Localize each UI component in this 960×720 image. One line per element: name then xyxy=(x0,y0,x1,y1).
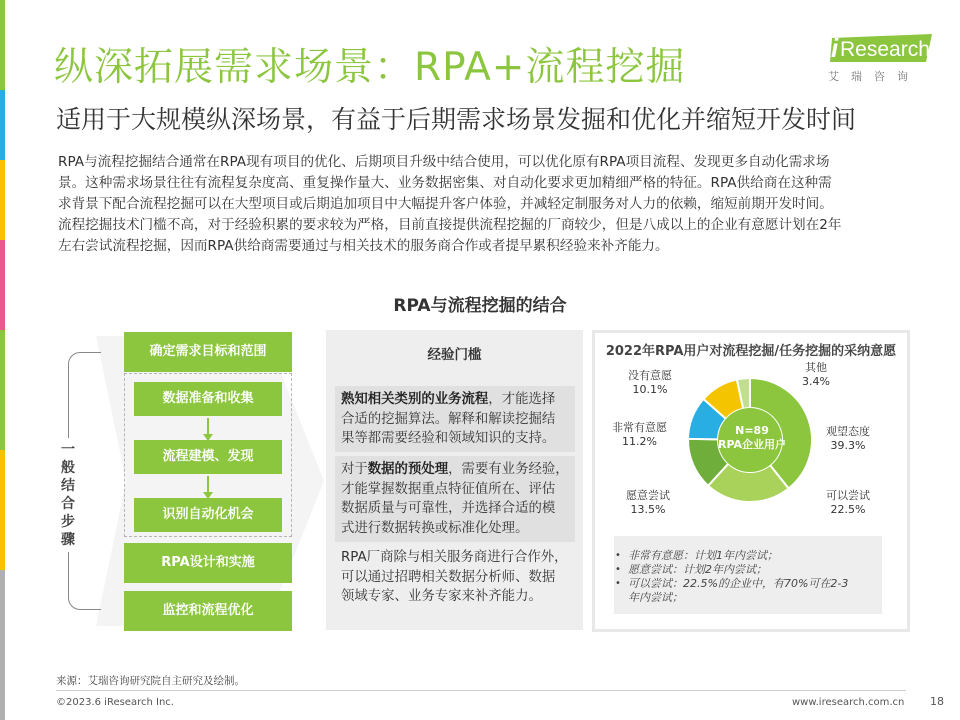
experience-heading: 经验门槛 xyxy=(427,347,482,363)
b2-line3: 数据质量与可靠性，并选择合适的模 xyxy=(341,501,556,516)
step-identify-automation: 识别自动化机会 xyxy=(134,498,282,532)
b1-line3: 果等都需要经验和领域知识的支持。 xyxy=(341,431,556,446)
b2-bold: 数据的预处理 xyxy=(367,462,449,477)
bullet-icon: • xyxy=(615,564,621,575)
diagram-title: RPA与流程挖掘的结合 xyxy=(393,296,567,316)
label-other xyxy=(802,361,830,389)
chart-title: 2022年RPA用户对流程挖掘/任务挖掘的采纳意愿 xyxy=(605,344,897,359)
arrow-down-icon xyxy=(207,476,209,493)
paragraph-line: RPA与流程挖掘结合通常在RPA现有项目的优化、后期项目升级中结合使用，可以优化原有RPA项目流程、发现更多自动化需求场 xyxy=(58,154,830,170)
edge-strip-gray xyxy=(0,570,5,720)
label-no-intent xyxy=(628,369,672,397)
vertical-label-text: 一般结合步骤 xyxy=(61,442,75,548)
step-define-goals: 确定需求目标和范围 xyxy=(124,332,292,372)
label-can-try-name: 可以尝试 xyxy=(826,489,870,502)
label-very-willing xyxy=(612,421,667,449)
label-wait-see-name: 观望态度 xyxy=(826,425,870,438)
label-can-try xyxy=(826,489,870,517)
paragraph-line: 景。这种需求场景往往有流程复杂度高、重复操作量大、业务数据密集、对自动化要求更加精细严格的特征。RPA供给商在这种需 xyxy=(58,175,832,191)
b1-bold: 熟知相关类别的业务流程 xyxy=(341,392,489,407)
edge-strip-green-2 xyxy=(0,330,5,450)
iresearch-logo xyxy=(826,32,936,84)
step-rpa-design: RPA设计和实施 xyxy=(124,543,292,583)
b1-rest: ，才能选择 xyxy=(488,392,556,407)
note-1: 非常有意愿：计划1年内尝试； xyxy=(628,549,778,562)
arrow-down-icon xyxy=(207,418,209,435)
label-very-willing-name: 非常有意愿 xyxy=(612,421,667,434)
b2-pre: 对于 xyxy=(341,462,368,477)
label-very-willing-value: 11.2% xyxy=(622,435,657,448)
label-willing-value: 13.5% xyxy=(630,503,666,516)
label-can-try-value: 22.5% xyxy=(830,503,866,516)
edge-strip-yellow-2 xyxy=(0,450,5,570)
edge-strip-green xyxy=(0,0,5,90)
page-title: 纵深拓展需求场景：RPA+流程挖掘 xyxy=(54,45,686,90)
label-no-intent-value: 10.1% xyxy=(632,383,668,396)
label-wait-see-value: 39.3% xyxy=(830,439,866,452)
intro-paragraph xyxy=(58,152,914,257)
b3-line1: RPA厂商除与相关服务商进行合作外， xyxy=(341,550,568,565)
note-3: 可以尝试：22.5%的企业中，有70%可在2-3 xyxy=(628,577,849,590)
experience-block-2 xyxy=(335,456,575,542)
experience-block-1 xyxy=(335,386,575,452)
footer-website[interactable]: www.iresearch.com.cn xyxy=(792,697,905,708)
b3-line2: 可以通过招聘相关数据分析师、数据 xyxy=(341,569,556,585)
step-monitor-optimize: 监控和流程优化 xyxy=(124,591,292,631)
paragraph-line: 左右尝试流程挖掘，因而RPA供给商需要通过与相关技术的服务商合作或者提早累积经验来补齐能力。 xyxy=(58,238,669,254)
paragraph-line: 流程挖掘技术门槛不高，对于经验积累的要求较为严格，目前直接提供流程挖掘的厂商较少，但是八成以上的企业有意愿计划在2年 xyxy=(58,217,842,233)
logo-cn: 艾瑞咨询 xyxy=(828,70,920,83)
step-process-modeling: 流程建模、发现 xyxy=(134,440,282,474)
label-wait-see xyxy=(826,425,870,453)
label-other-name: 其他 xyxy=(804,361,827,374)
footer-copyright: ©2023.6 iResearch Inc. xyxy=(56,697,174,708)
edge-strip-blue xyxy=(0,90,5,160)
bullet-icon: • xyxy=(615,550,621,561)
b2-rest: ，需要有业务经验， xyxy=(448,462,569,477)
b3-line3: 领域专家、业务专家来补齐能力。 xyxy=(341,589,542,604)
paragraph-line: 求背景下配合流程挖掘可以在大型项目或后期追加项目中大幅提升客户体验，并减轻定制服务对人力的依赖，缩短前期开发时间。 xyxy=(58,196,833,212)
experience-block-3 xyxy=(335,548,575,607)
logo-word: Research xyxy=(840,38,930,61)
chart-center-label xyxy=(712,424,792,452)
label-other-value: 3.4% xyxy=(802,375,830,388)
b1-line2: 合适的挖掘算法。解释和解读挖掘结 xyxy=(341,411,556,427)
page-subtitle: 适用于大规模纵深场景，有益于后期需求场景发掘和优化并缩短开发时间 xyxy=(56,105,857,134)
edge-strip-yellow xyxy=(0,160,5,240)
page-number: 18 xyxy=(930,695,944,708)
b2-line2: 才能掌握数据重点特征值所在、评估 xyxy=(341,481,556,497)
footer-divider xyxy=(56,690,906,691)
center-line-2: RPA企业用户 xyxy=(717,438,787,451)
logo-i: i xyxy=(831,33,839,63)
footer-source: 来源：艾瑞咨询研究院自主研究及绘制。 xyxy=(56,675,245,687)
label-willing-name: 愿意尝试 xyxy=(626,489,670,502)
edge-strip-pink xyxy=(0,240,5,330)
steps-vertical-label xyxy=(58,438,78,552)
b2-line4: 式进行数据转换或标准化处理。 xyxy=(341,520,529,536)
note-4: 年内尝试； xyxy=(628,591,683,604)
label-no-intent-name: 没有意愿 xyxy=(628,369,672,382)
bullet-icon: • xyxy=(615,578,621,589)
step-data-prep: 数据准备和收集 xyxy=(134,382,282,416)
note-2: 愿意尝试：计划2年内尝试； xyxy=(628,563,767,576)
center-line-1: N=89 xyxy=(735,424,769,437)
label-willing xyxy=(626,489,670,517)
